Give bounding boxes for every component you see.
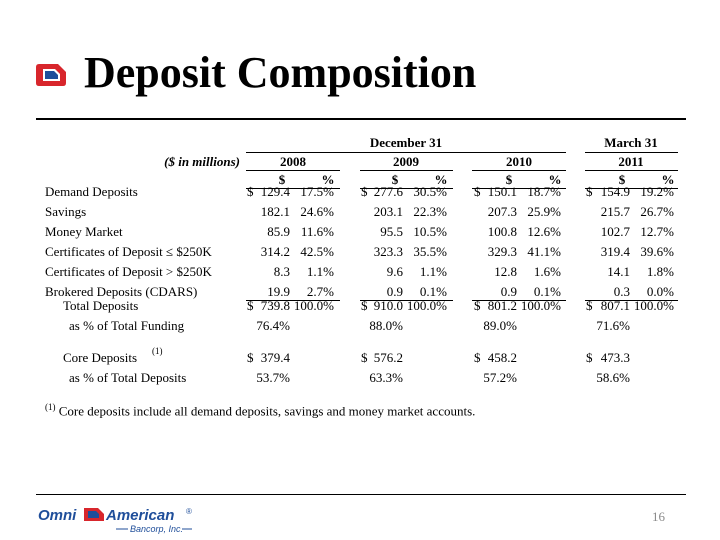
row-value: 323.3 [373,244,403,259]
omniamerican-logo-mark [36,64,66,86]
row-label: Certificates of Deposit > $250K [45,264,212,279]
row-value: 0.9 [500,284,517,299]
footnote [45,402,475,419]
row-value: 85.9 [267,224,290,239]
page-title: Deposit Composition [84,48,477,97]
row-percent: 100.0% [293,298,334,313]
row-label: Brokered Deposits (CDARS) [45,284,198,299]
row-value: 12.8 [494,264,517,279]
row-percent: 11.6% [300,224,334,239]
currency-symbol: $ [474,350,481,365]
row-value: 329.3 [487,244,517,259]
year-underline-2010 [472,170,566,171]
footer-logo [36,505,206,540]
header-march-31-underline [585,152,678,153]
row-value: 0.3 [613,284,630,299]
currency-symbol: $ [474,298,481,313]
row-percent: 25.9% [527,204,561,219]
core-deposits-footnote-marker: (1) [152,346,163,356]
row-percent: 1.6% [533,264,561,279]
header-december-31-underline [246,152,566,153]
row-value: 319.4 [600,244,630,259]
col-percent-header: % [434,172,448,187]
row-percent: 100.0% [406,298,447,313]
row-value: 76.4% [256,318,290,333]
row-value: 215.7 [600,204,630,219]
row-percent: 39.6% [640,244,674,259]
logo-text-bancorp: Bancorp, Inc. [130,524,184,534]
row-percent: 26.7% [640,204,674,219]
currency-symbol: $ [247,298,254,313]
row-value: 458.2 [487,350,517,365]
col-dollar-header: $ [505,172,513,187]
currency-symbol: $ [361,298,368,313]
col-percent-header: % [661,172,675,187]
row-percent: 41.1% [527,244,561,259]
header-march-31: March 31 [604,135,658,150]
row-value: 9.6 [386,264,403,279]
omniamerican-bancorp-logo [36,505,206,535]
col-dollar-header: $ [618,172,626,187]
row-value: 8.3 [273,264,290,279]
row-value: 102.7 [600,224,630,239]
row-value: 910.0 [373,298,403,313]
row-value: 0.9 [386,284,403,299]
row-value: 576.2 [373,350,403,365]
row-percent: 100.0% [520,298,561,313]
year-underline-2008 [246,170,340,171]
row-percent: 12.6% [527,224,561,239]
row-percent: 17.5% [300,184,334,199]
row-value: 807.1 [600,298,630,313]
row-value: 379.4 [260,350,290,365]
row-value: 801.2 [487,298,517,313]
row-percent: 1.1% [419,264,447,279]
row-value: 207.3 [487,204,517,219]
row-percent: 10.5% [413,224,447,239]
page-number: 16 [652,509,665,524]
row-value: 63.3% [369,370,403,385]
row-value: 14.1 [607,264,630,279]
currency-symbol: $ [586,350,593,365]
row-value: 182.1 [260,204,290,219]
row-label: as % of Total Funding [69,318,185,333]
row-percent: 12.7% [640,224,674,239]
currency-symbol: $ [247,350,254,365]
row-label: Total Deposits [63,298,139,313]
row-percent: 1.8% [646,264,674,279]
row-value: 277.6 [373,184,403,199]
row-label: Savings [45,204,87,219]
footnote-text: Core deposits include all demand deposits, savings and money market accounts. [58,403,476,419]
row-percent: 42.5% [300,244,334,259]
logo-text-american: American [106,507,175,524]
units-label: ($ in millions) [164,154,240,169]
currency-symbol: $ [586,184,593,199]
row-percent: 19.2% [640,184,674,199]
row-value: 19.9 [267,284,290,299]
logo-registered-mark: ® [186,507,192,516]
row-value: 95.5 [380,224,403,239]
row-label: Money Market [45,224,123,239]
year-header-2011: 2011 [618,154,644,169]
row-value: 88.0% [369,318,403,333]
footer-divider [36,494,686,495]
row-value: 203.1 [373,204,403,219]
col-dollar-header: $ [278,172,286,187]
header-december-31: December 31 [369,135,443,150]
row-label: as % of Total Deposits [69,370,187,385]
col-percent-header: % [548,172,562,187]
row-value: 89.0% [483,318,517,333]
row-label: Core Deposits [63,350,138,365]
row-value: 150.1 [487,184,517,199]
row-percent: 0.0% [646,284,674,299]
col-dollar-header: $ [391,172,399,187]
row-value: 129.4 [260,184,290,199]
year-header-2008: 2008 [280,154,306,169]
row-value: 154.9 [600,184,630,199]
row-value: 739.8 [260,298,290,313]
year-header-2009: 2009 [393,154,419,169]
footnote-marker: (1) [45,402,56,412]
row-percent: 30.5% [413,184,447,199]
row-value: 53.7% [256,370,290,385]
row-value: 58.6% [596,370,630,385]
row-percent: 18.7% [527,184,561,199]
row-percent: 22.3% [413,204,447,219]
col-percent-header: % [321,172,335,187]
logo-text-omni: Omni [38,507,77,524]
row-value: 57.2% [483,370,517,385]
row-percent: 1.1% [306,264,334,279]
row-percent: 100.0% [633,298,674,313]
row-value: 71.6% [596,318,630,333]
row-label: Certificates of Deposit ≤ $250K [45,244,212,259]
title-divider [36,118,686,120]
row-percent: 0.1% [419,284,447,299]
row-percent: 24.6% [300,204,334,219]
row-label: Demand Deposits [45,184,138,199]
year-underline-2009 [360,170,453,171]
currency-symbol: $ [586,298,593,313]
row-percent: 35.5% [413,244,447,259]
currency-symbol: $ [474,184,481,199]
row-percent: 2.7% [306,284,334,299]
row-value: 473.3 [600,350,630,365]
year-underline-2011 [585,170,678,171]
currency-symbol: $ [361,184,368,199]
currency-symbol: $ [247,184,254,199]
row-value: 100.8 [487,224,517,239]
row-value: 314.2 [260,244,290,259]
currency-symbol: $ [361,350,368,365]
year-header-2010: 2010 [506,154,532,169]
row-percent: 0.1% [533,284,561,299]
